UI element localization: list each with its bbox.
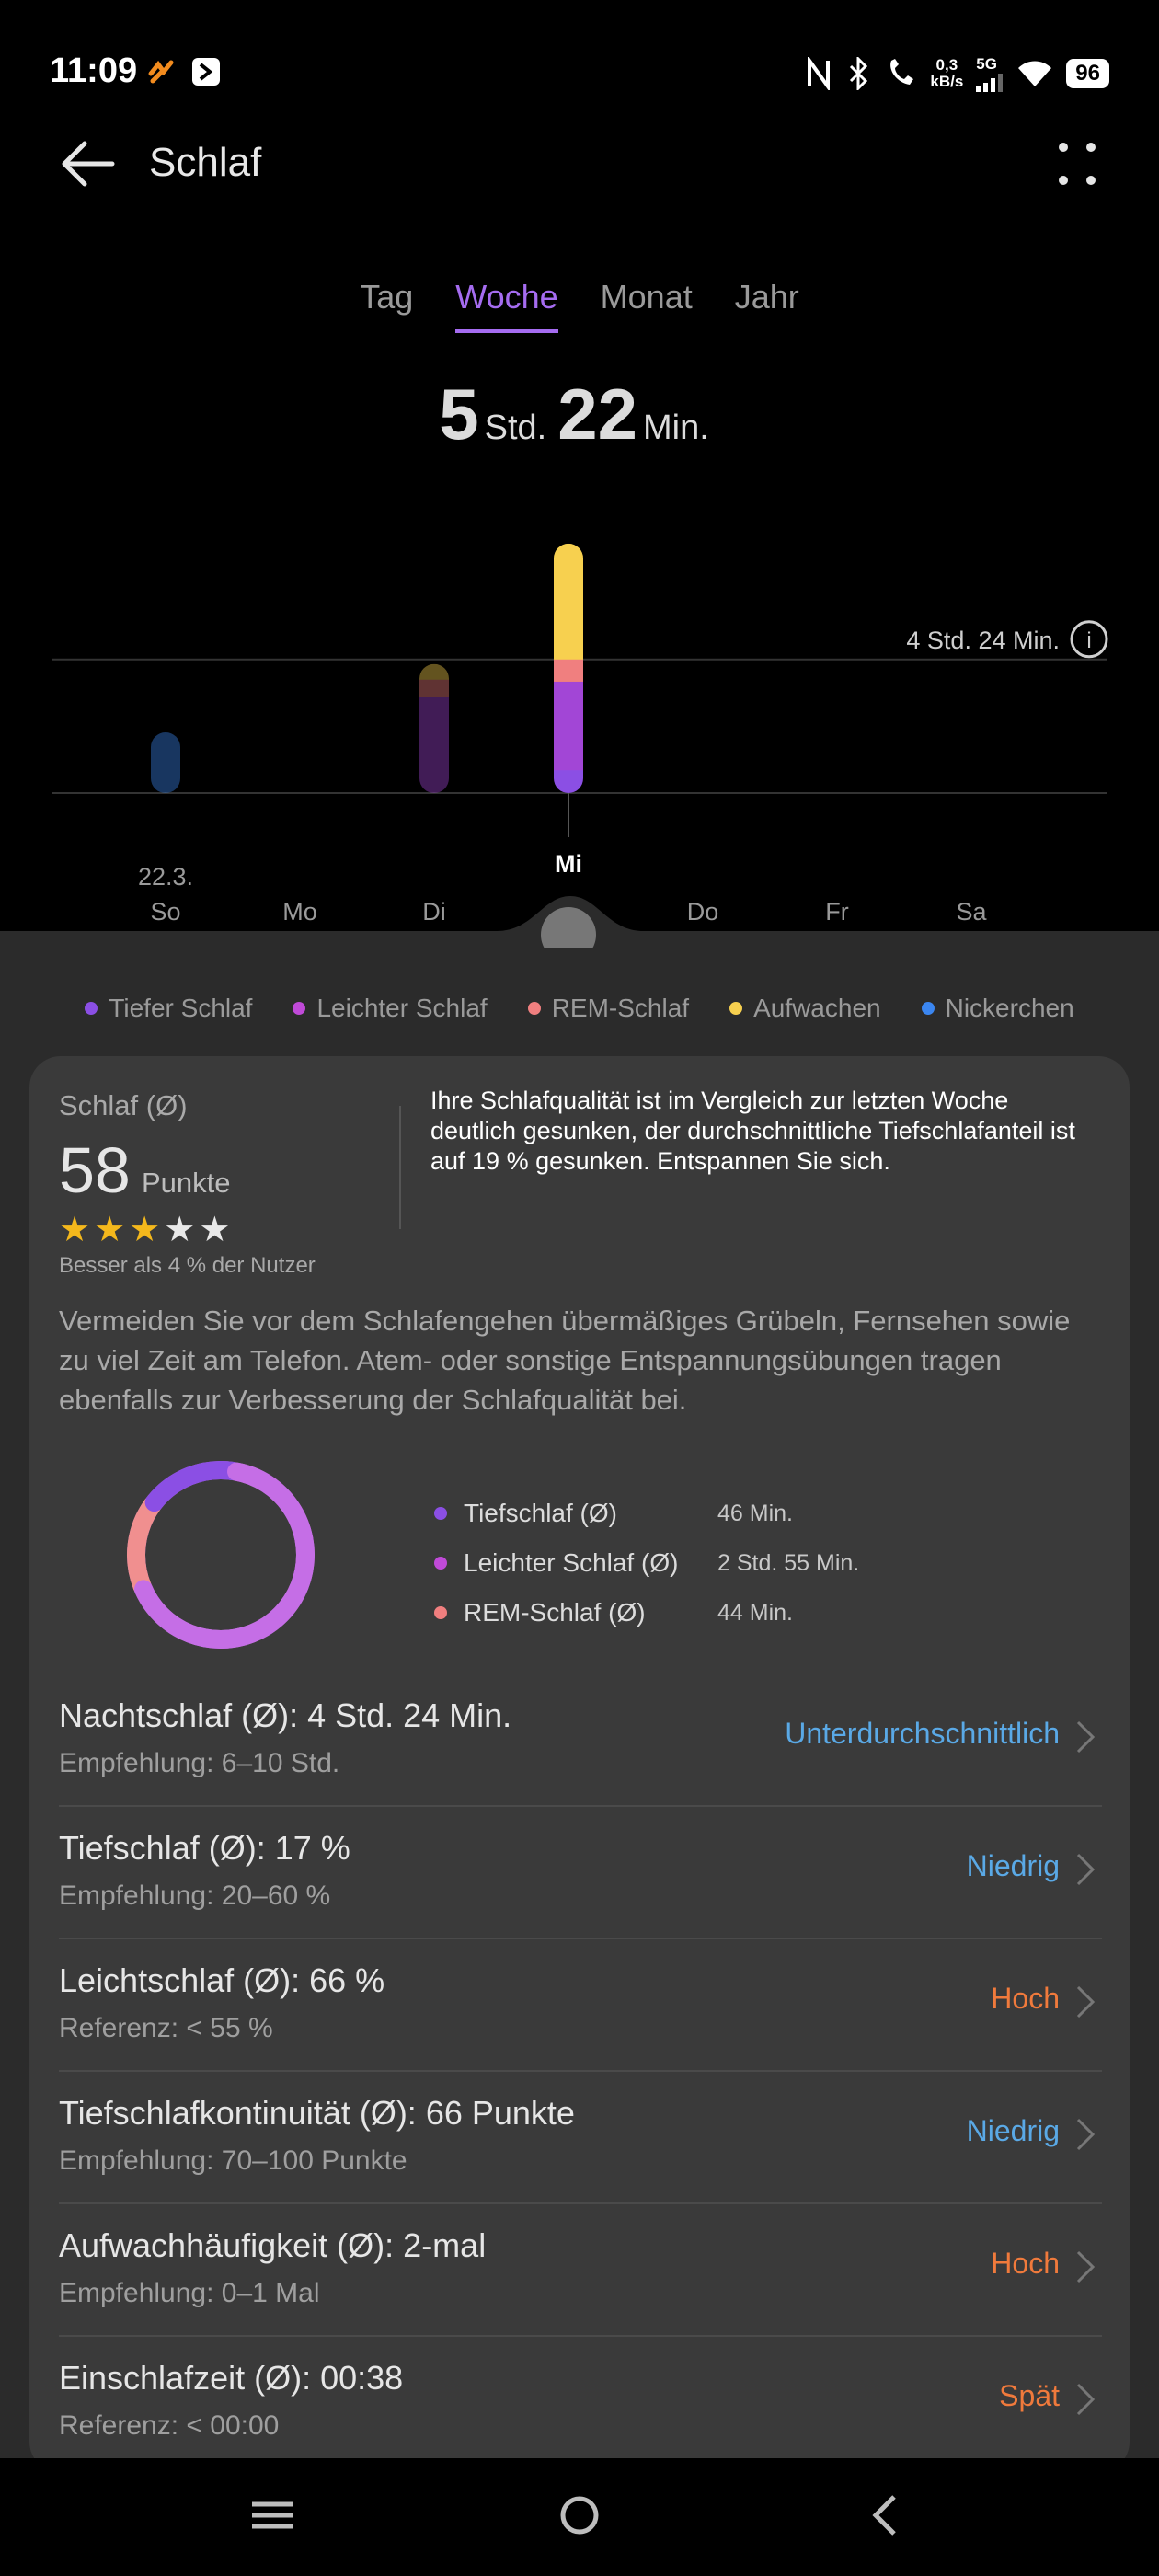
star-icon: ★	[199, 1211, 235, 1249]
chevron-right-icon	[1074, 1719, 1096, 1755]
donut-legend-rem: REM-Schlaf (Ø) 44 Min.	[434, 1588, 949, 1638]
donut-segment	[120, 1454, 322, 1656]
metric-row[interactable]	[59, 1807, 1102, 1939]
legend-deep-sleep: Tiefer Schlaf	[85, 994, 252, 1023]
donut-legend	[434, 1489, 949, 1638]
chevron-right-icon	[1074, 2116, 1096, 2153]
bar-segment	[554, 681, 583, 770]
chevron-right-icon	[1074, 2248, 1096, 2285]
x-tick-label: So	[150, 898, 181, 926]
recent-apps-icon[interactable]	[235, 2482, 309, 2548]
bluetooth-icon	[845, 57, 871, 90]
duration-hours-unit: Std.	[484, 408, 547, 447]
date-label: 22.3.	[137, 863, 194, 891]
metric-row[interactable]	[59, 1939, 1102, 2072]
tab-week[interactable]: Woche	[455, 278, 557, 333]
chart-bar-So[interactable]	[151, 732, 180, 794]
bar-segment	[554, 770, 583, 794]
health-app-icon	[145, 55, 178, 88]
donut-legend-light: Leichter Schlaf (Ø) 2 Std. 55 Min.	[434, 1538, 949, 1588]
score-label: Schlaf (Ø)	[59, 1089, 188, 1121]
score-unit: Punkte	[142, 1167, 231, 1199]
metric-status: Unterdurchschnittlich	[785, 1717, 1060, 1750]
home-icon[interactable]	[543, 2482, 616, 2548]
metric-title: Tiefschlafkontinuität (Ø): 66 Punkte	[59, 2094, 575, 2132]
chevron-right-icon	[1074, 1984, 1096, 2020]
tab-year[interactable]: Jahr	[734, 278, 799, 316]
nfc-icon	[805, 57, 832, 90]
tab-day[interactable]: Tag	[360, 278, 414, 316]
metric-status: Niedrig	[966, 2114, 1060, 2147]
more-options-icon[interactable]	[1054, 138, 1100, 190]
x-tick-label: Di	[422, 898, 446, 926]
bar-segment	[419, 664, 449, 680]
star-icon: ★	[129, 1211, 165, 1249]
chart-bar-Di[interactable]	[419, 664, 449, 794]
star-rating	[59, 1209, 234, 1250]
legend-rem-sleep: REM-Schlaf	[528, 994, 689, 1023]
duration-minutes-unit: Min.	[642, 408, 709, 447]
divider	[399, 1106, 401, 1229]
x-tick-label: Do	[686, 898, 719, 926]
sleep-phase-donut	[120, 1454, 322, 1656]
x-tick-label: Sa	[956, 898, 987, 926]
metric-row[interactable]	[59, 1674, 1102, 1807]
advice-text: Vermeiden Sie vor dem Schlafengehen übermäßiges Grübeln, Fernsehen sowie zu viel Zeit am Telefon. Atem- oder sonstige Entspannungsübungen tragen ebenfalls zur Verbesserung der Schlafqualität bei.	[59, 1305, 1071, 1416]
star-icon: ★	[94, 1211, 130, 1249]
metric-subtitle: Referenz: < 00:00	[59, 2410, 280, 2441]
signal-icon: 5G	[976, 55, 1004, 92]
chevron-right-icon	[1074, 1851, 1096, 1888]
app-notification-icon	[189, 55, 223, 88]
metric-title: Tiefschlaf (Ø): 17 %	[59, 1829, 350, 1867]
metric-title: Aufwachhäufigkeit (Ø): 2-mal	[59, 2226, 487, 2264]
notification-icons	[145, 55, 223, 88]
system-nav-bar	[0, 2458, 1159, 2576]
metric-row[interactable]	[59, 2337, 1102, 2469]
metric-title: Leichtschlaf (Ø): 66 %	[59, 1961, 385, 1999]
bar-segment	[151, 732, 180, 794]
wifi-calling-icon	[884, 57, 917, 90]
metric-status: Hoch	[991, 1982, 1060, 2015]
chevron-right-icon	[1074, 2381, 1096, 2418]
tab-month[interactable]: Monat	[600, 278, 693, 316]
metric-row[interactable]	[59, 2204, 1102, 2337]
net-speed: 0,3 kB/s	[930, 56, 964, 90]
chart-legend	[0, 994, 1159, 1023]
donut-segment	[120, 1454, 322, 1656]
metric-subtitle: Referenz: < 55 %	[59, 2013, 273, 2043]
sleep-score: 58	[59, 1134, 131, 1206]
donut-segment	[122, 1456, 320, 1654]
metric-status: Niedrig	[966, 1849, 1060, 1882]
metric-subtitle: Empfehlung: 70–100 Punkte	[59, 2145, 407, 2176]
info-icon: i	[1086, 627, 1092, 653]
star-icon: ★	[164, 1211, 200, 1249]
legend-nap: Nickerchen	[922, 994, 1074, 1023]
metric-status: Spät	[999, 2379, 1060, 2412]
metric-subtitle: Empfehlung: 0–1 Mal	[59, 2278, 320, 2308]
x-tick-label: Mi	[555, 850, 582, 878]
selector-knob	[541, 907, 596, 948]
status-time: 11:09	[50, 52, 138, 90]
sleep-duration	[0, 373, 1159, 456]
metrics-list	[59, 1674, 1102, 2469]
metric-subtitle: Empfehlung: 20–60 %	[59, 1880, 331, 1911]
duration-hours: 5	[439, 374, 479, 454]
metric-title: Nachtschlaf (Ø): 4 Std. 24 Min.	[59, 1696, 512, 1734]
bar-segment	[419, 697, 449, 794]
system-back-icon[interactable]	[850, 2482, 924, 2548]
metric-subtitle: Empfehlung: 6–10 Std.	[59, 1748, 340, 1778]
duration-minutes: 22	[557, 374, 637, 454]
donut-legend-deep: Tiefschlaf (Ø) 46 Min.	[434, 1489, 949, 1538]
bar-segment	[554, 544, 583, 660]
legend-light-sleep: Leichter Schlaf	[293, 994, 487, 1023]
bar-segment	[419, 679, 449, 697]
metric-title: Einschlafzeit (Ø): 00:38	[59, 2359, 404, 2397]
star-icon: ★	[59, 1211, 95, 1249]
sleep-week-chart[interactable]	[0, 488, 1159, 948]
wifi-icon	[1016, 59, 1053, 88]
legend-awake: Aufwachen	[729, 994, 881, 1023]
metric-row[interactable]	[59, 2072, 1102, 2204]
battery-indicator: 96	[1066, 59, 1109, 88]
page-title: Schlaf	[149, 140, 262, 185]
metric-status: Hoch	[991, 2247, 1060, 2280]
quality-text: Ihre Schlafqualität ist im Vergleich zur letzten Woche deutlich gesunken, der durchschnittliche Tiefschlafanteil ist auf 19 % gesunken. Entspannen Sie sich.	[430, 1087, 1075, 1175]
period-tabs	[0, 278, 1159, 333]
status-icons	[805, 53, 1109, 94]
x-tick-label: Mo	[282, 898, 317, 926]
chart-bar-Mi[interactable]	[554, 544, 583, 794]
x-tick-label: Fr	[825, 898, 849, 926]
back-arrow-icon[interactable]	[59, 136, 118, 191]
percentile-text: Besser als 4 % der Nutzer	[59, 1253, 316, 1278]
reference-line-label: 4 Std. 24 Min.	[906, 626, 1060, 654]
bar-segment	[554, 659, 583, 682]
